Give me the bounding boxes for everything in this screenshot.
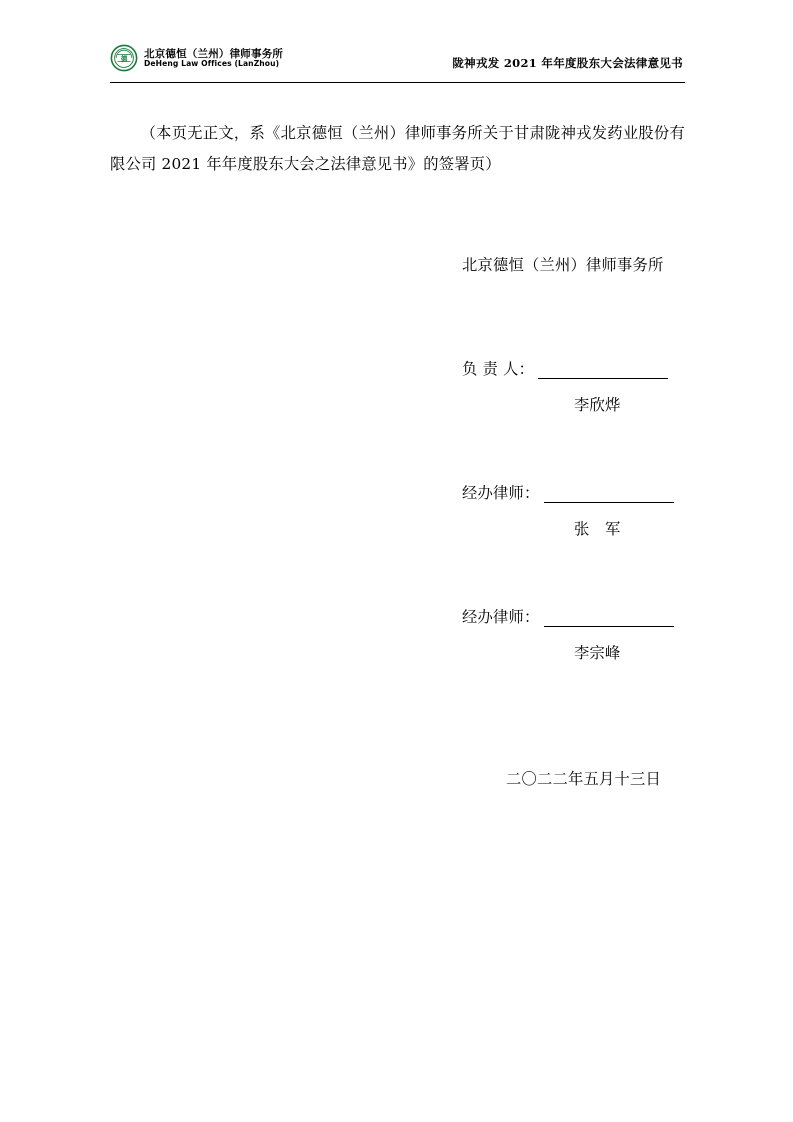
signature-line-lawyer-1 — [544, 488, 674, 503]
signature-label-principal: 负 责 人： — [462, 359, 535, 378]
signature-label-lawyer-1: 经办律师： — [462, 483, 540, 502]
signature-line-lawyer-2 — [544, 612, 674, 627]
signature-row-lawyer-1 — [462, 481, 685, 503]
signature-name-principal: 李欣烨 — [574, 395, 621, 414]
firm-name-en: DeHeng Law Offices (LanZhou) — [144, 58, 280, 68]
signature-line-principal — [538, 364, 668, 379]
page-header — [110, 44, 685, 88]
signature-row-lawyer-2 — [462, 605, 685, 627]
signature-block — [110, 357, 685, 663]
signature-row-principal — [462, 357, 685, 379]
signature-page-statement: （本页无正文，系《北京德恒（兰州）律师事务所关于甘肃陇神戎发药业股份有限公司 2021 年年度股东大会之法律意见书》的签署页） — [110, 124, 685, 174]
signing-date: 二〇二二年五月十三日 — [506, 769, 661, 788]
firm-branding — [110, 44, 283, 72]
signature-label-lawyer-2: 经办律师： — [462, 607, 540, 626]
deheng-seal-logo-icon — [110, 44, 138, 72]
firm-name-cn: 北京德恒（兰州）律师事务所 — [144, 47, 284, 60]
signing-firm-name: 北京德恒（兰州）律师事务所 — [462, 255, 664, 274]
page-content — [110, 118, 685, 789]
signature-name-lawyer-1: 张 军 — [574, 519, 621, 538]
svg-text:德: 德 — [120, 55, 128, 64]
signature-name-lawyer-2: 李宗峰 — [574, 643, 621, 662]
header-document-title: 陇神戎发 2021 年年度股东大会法律意见书 — [452, 56, 683, 70]
header-divider — [110, 82, 685, 83]
